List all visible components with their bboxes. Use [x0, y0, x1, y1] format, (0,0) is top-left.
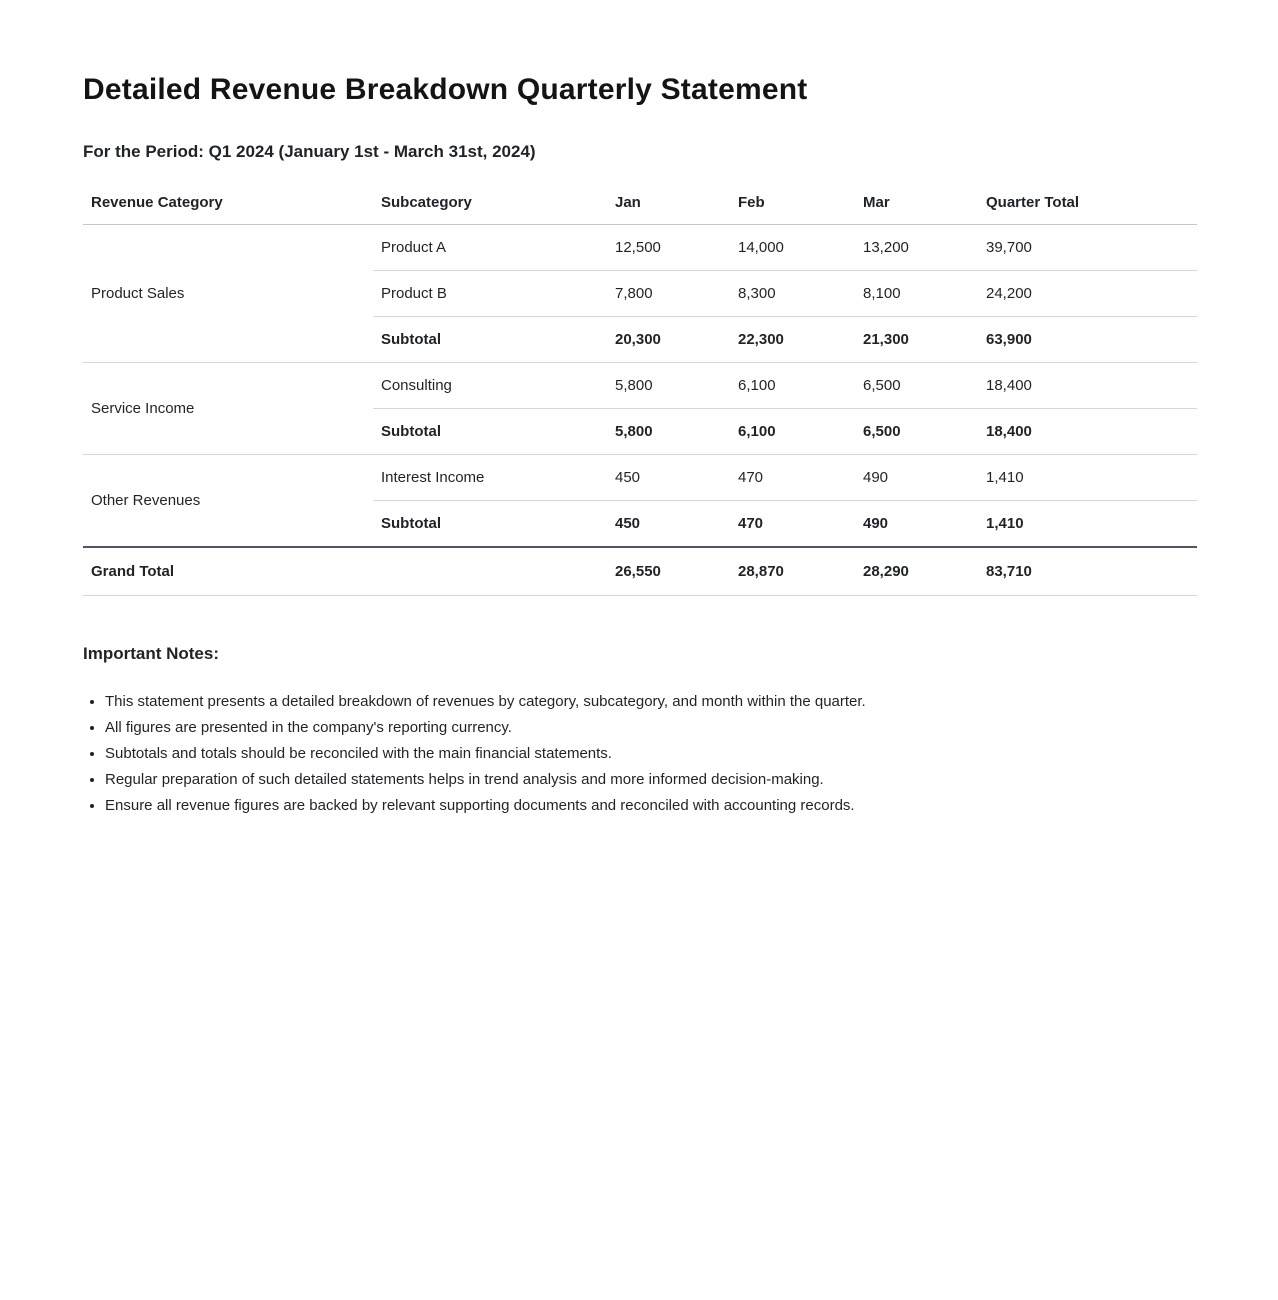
table-row [83, 455, 1197, 501]
period-subtitle: For the Period: Q1 2024 (January 1st - March 31st, 2024) [83, 142, 536, 161]
value-cell: 490 [855, 455, 978, 501]
empty-cell [373, 547, 607, 596]
notes-list [83, 689, 1197, 819]
value-cell: 13,200 [855, 225, 978, 271]
value-cell: 1,410 [978, 455, 1197, 501]
category-cell: Service Income [83, 363, 373, 455]
subcategory-cell: Consulting [373, 363, 607, 409]
value-cell: 6,100 [730, 409, 855, 455]
grand-total-row [83, 547, 1197, 596]
value-cell: 28,870 [730, 547, 855, 596]
notes-heading: Important Notes: [83, 644, 219, 663]
value-cell: 63,900 [978, 317, 1197, 363]
note-item: • Subtotals and totals should be reconciled with the main financial statements. [105, 741, 1197, 767]
value-cell: 5,800 [607, 363, 730, 409]
value-cell: 21,300 [855, 317, 978, 363]
col-header-feb: Feb [730, 185, 855, 225]
note-item: • This statement presents a detailed breakdown of revenues by category, subcategory, and month within the quarter. [105, 689, 1197, 715]
category-cell: Other Revenues [83, 455, 373, 548]
subcategory-cell: Product B [373, 271, 607, 317]
value-cell: 8,100 [855, 271, 978, 317]
note-item: • Ensure all revenue figures are backed by relevant supporting documents and reconciled with accounting records. [105, 793, 1197, 819]
col-header-jan: Jan [607, 185, 730, 225]
subtotal-label-cell: Subtotal [373, 501, 607, 548]
value-cell: 18,400 [978, 409, 1197, 455]
subcategory-cell: Product A [373, 225, 607, 271]
value-cell: 18,400 [978, 363, 1197, 409]
value-cell: 83,710 [978, 547, 1197, 596]
page-title: Detailed Revenue Breakdown Quarterly Statement [83, 73, 808, 106]
value-cell: 39,700 [978, 225, 1197, 271]
grand-total-label-cell: Grand Total [83, 547, 373, 596]
value-cell: 12,500 [607, 225, 730, 271]
table-header-row [83, 185, 1197, 225]
value-cell: 450 [607, 455, 730, 501]
subtotal-label-cell: Subtotal [373, 409, 607, 455]
value-cell: 450 [607, 501, 730, 548]
value-cell: 470 [730, 501, 855, 548]
subcategory-cell: Interest Income [373, 455, 607, 501]
category-cell: Product Sales [83, 225, 373, 363]
col-header-mar: Mar [855, 185, 978, 225]
note-item: • Regular preparation of such detailed statements helps in trend analysis and more informed decision-making. [105, 767, 1197, 793]
table-row [83, 363, 1197, 409]
value-cell: 6,500 [855, 363, 978, 409]
note-item: • All figures are presented in the company's reporting currency. [105, 715, 1197, 741]
revenue-breakdown-table [83, 185, 1197, 596]
value-cell: 5,800 [607, 409, 730, 455]
subtotal-label-cell: Subtotal [373, 317, 607, 363]
value-cell: 1,410 [978, 501, 1197, 548]
value-cell: 6,100 [730, 363, 855, 409]
value-cell: 22,300 [730, 317, 855, 363]
value-cell: 26,550 [607, 547, 730, 596]
value-cell: 6,500 [855, 409, 978, 455]
value-cell: 20,300 [607, 317, 730, 363]
value-cell: 28,290 [855, 547, 978, 596]
col-header-revenue-category: Revenue Category [83, 185, 373, 225]
value-cell: 8,300 [730, 271, 855, 317]
col-header-subcategory: Subcategory [373, 185, 607, 225]
value-cell: 470 [730, 455, 855, 501]
value-cell: 490 [855, 501, 978, 548]
value-cell: 24,200 [978, 271, 1197, 317]
col-header-quarter-total: Quarter Total [978, 185, 1197, 225]
value-cell: 7,800 [607, 271, 730, 317]
table-row [83, 225, 1197, 271]
value-cell: 14,000 [730, 225, 855, 271]
